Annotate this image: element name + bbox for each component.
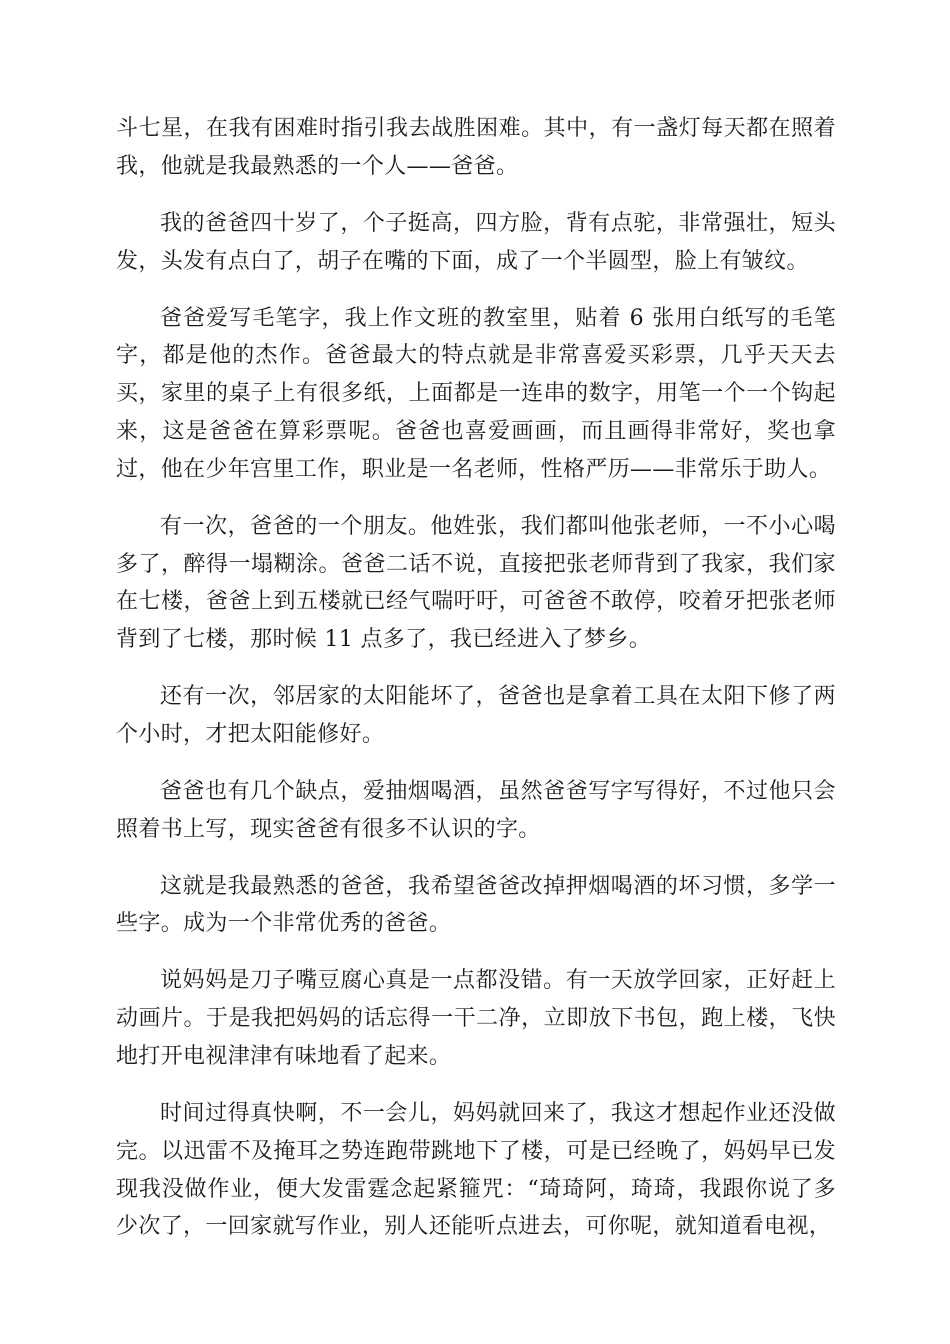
document-body <box>116 110 836 1265</box>
paragraph-9: 时间过得真快啊，不一会儿，妈妈就回来了，我这才想起作业还没做完。以迅雷不及掩耳之势连跑带跳地下了楼，可是已经晚了，妈妈早已发现我没做作业，便大发雷霆念起紧箍咒：“琦琦阿，琦琦，我跟你说了多少次了，一回家就写作业，别人还能听点进去，可你呢，就知道看电视， <box>116 1101 836 1240</box>
paragraph-1: 斗七星，在我有困难时指引我去战胜困难。其中，有一盏灯每天都在照着我，他就是我最熟悉的一个人——爸爸。 <box>116 116 836 179</box>
paragraph-7: 这就是我最熟悉的爸爸，我希望爸爸改掉押烟喝酒的坏习惯，多学一些字。成为一个非常优秀的爸爸。 <box>116 873 836 937</box>
paragraph-5: 还有一次，邻居家的太阳能坏了，爸爸也是拿着工具在太阳下修了两个小时，才把太阳能修好。 <box>116 684 836 747</box>
paragraph-6: 爸爸也有几个缺点，爱抽烟喝酒，虽然爸爸写字写得好，不过他只会照着书上写，现实爸爸有很多不认识的字。 <box>116 778 836 842</box>
paragraph-8: 说妈妈是刀子嘴豆腐心真是一点都没错。有一天放学回家，正好赶上动画片。于是我把妈妈的话忘得一干二净，立即放下书包，跑上楼，飞快地打开电视津津有味地看了起来。 <box>116 968 836 1070</box>
paragraph-4: 有一次，爸爸的一个朋友。他姓张，我们都叫他张老师，一不小心喝多了，醉得一塌糊涂。爸爸二话不说，直接把张老师背到了我家，我们家在七楼，爸爸上到五楼就已经气喘吁吁，可爸爸不敢停，咬着牙把张老师背到了七楼，那时候 11 点多了，我已经进入了梦乡。 <box>116 513 836 653</box>
paragraph-2: 我的爸爸四十岁了，个子挺高，四方脸，背有点驼，非常强壮，短头发，头发有点白了，胡子在嘴的下面，成了一个半圆型，脸上有皱纹。 <box>116 210 836 274</box>
paragraph-3: 爸爸爱写毛笔字，我上作文班的教室里，贴着 6 张用白纸写的毛笔字，都是他的杰作。爸爸最大的特点就是非常喜爱买彩票，几乎天天去买，家里的桌子上有很多纸，上面都是一连串的数字，用笔一个一个钩起来，这是爸爸在算彩票呢。爸爸也喜爱画画，而且画得非常好，奖也拿过，他在少年宫里工作，职业是一名老师，性格严历——非常乐于助人。 <box>116 305 836 482</box>
